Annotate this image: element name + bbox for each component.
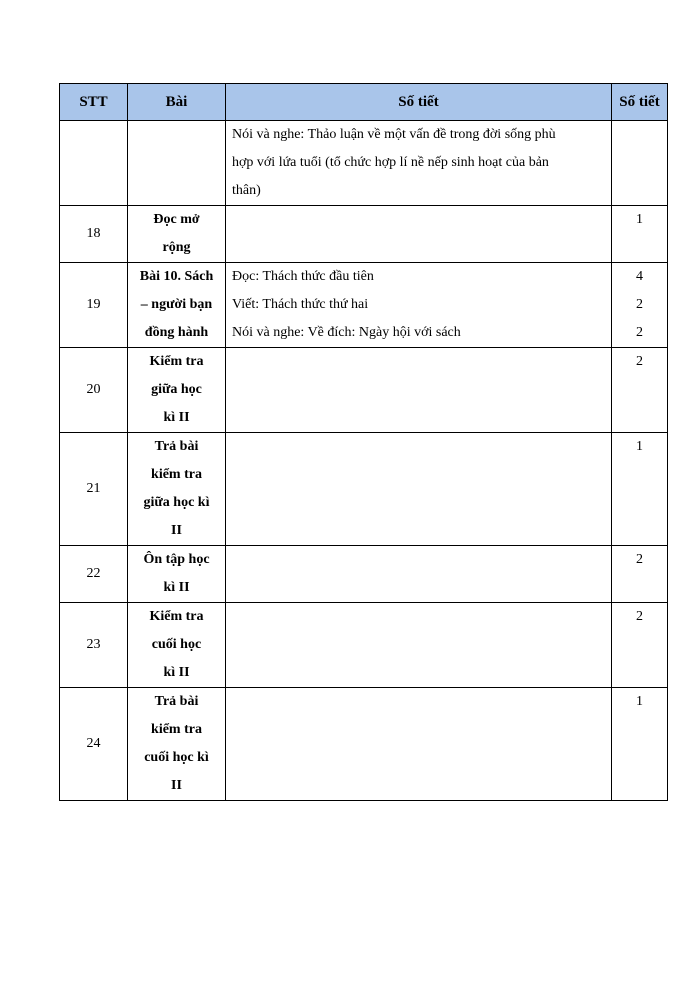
header-so-tiet: Số tiết [226,84,612,121]
period-count-cell [612,603,668,688]
lesson-content-cell [226,546,612,603]
stt-cell: 19 [60,263,128,348]
period-count-line: 2 [636,354,643,369]
lesson-content-cell [226,603,612,688]
lesson-name-line: kiểm tra [151,467,202,482]
period-count-line: 1 [636,694,643,709]
lesson-name-cell [128,263,226,348]
period-count-line: 2 [636,325,643,340]
lesson-content-line: Nói và nghe: Về đích: Ngày hội với sách [232,325,461,340]
lesson-name-line: Trả bài [154,439,199,454]
lesson-name-line: cuối học kì [144,750,209,765]
period-count-cell [612,263,668,348]
lesson-name-line: kì II [163,665,190,680]
lesson-name-line: Ôn tập học [143,552,210,567]
lesson-content-cell [226,121,612,206]
period-count-cell [612,121,668,206]
lesson-name-line: II [171,778,182,793]
table-row [60,206,668,263]
lesson-name-line: Trả bài [154,694,199,709]
stt-cell [60,121,128,206]
lesson-name-line: – người bạn [140,297,213,312]
lesson-content-cell [226,433,612,546]
stt-cell: 21 [60,433,128,546]
lesson-name-line: cuối học [151,637,202,652]
lesson-name-cell [128,546,226,603]
lesson-name-line: kiểm tra [151,722,202,737]
lesson-name-line: Đọc mở [153,212,200,227]
table-row [60,433,668,546]
stt-cell: 18 [60,206,128,263]
period-count-cell [612,206,668,263]
lesson-content-cell [226,206,612,263]
lesson-name-line: rộng [162,240,191,255]
lesson-name-line: đồng hành [144,325,209,340]
period-count-cell [612,348,668,433]
header-so-tiet-2: Số tiết [612,84,668,121]
lesson-name-line: kì II [163,580,190,595]
lesson-content-line: Đọc: Thách thức đầu tiên [232,269,374,284]
period-count-cell [612,546,668,603]
lesson-name-cell [128,121,226,206]
stt-cell: 20 [60,348,128,433]
period-count-line: 1 [636,212,643,227]
period-count-cell [612,688,668,801]
lesson-name-line: giữa học kì [143,495,210,510]
table-header [60,84,668,121]
table-row [60,121,668,206]
lesson-content-line: Viết: Thách thức thứ hai [232,297,369,312]
period-count-cell [612,433,668,546]
period-count-line: 2 [636,609,643,624]
lesson-name-line: Bài 10. Sách [139,269,214,284]
period-count-line: 4 [636,269,643,284]
stt-cell: 22 [60,546,128,603]
lesson-name-cell [128,348,226,433]
lesson-name-cell [128,433,226,546]
table-body [60,121,668,801]
table-row [60,546,668,603]
table-row [60,603,668,688]
lesson-name-line: II [171,523,182,538]
period-count-line: 2 [636,552,643,567]
header-stt: STT [60,84,128,121]
period-count-line: 1 [636,439,643,454]
lesson-content-line: thân) [232,183,261,198]
lesson-content-cell [226,263,612,348]
header-bai: Bài [128,84,226,121]
lesson-name-line: Kiểm tra [149,609,204,624]
lesson-content-line: Nói và nghe: Thảo luận về một vấn đề trong đời sống phù [232,127,556,142]
table-row [60,688,668,801]
lesson-table [59,83,668,801]
lesson-name-cell [128,206,226,263]
lesson-name-cell [128,688,226,801]
stt-cell: 23 [60,603,128,688]
table-row [60,263,668,348]
lesson-name-line: Kiểm tra [149,354,204,369]
table-row [60,348,668,433]
stt-cell: 24 [60,688,128,801]
lesson-content-line: hợp với lứa tuổi (tổ chức hợp lí nề nếp sinh hoạt của bản [232,155,549,170]
period-count-line: 2 [636,297,643,312]
lesson-content-cell [226,688,612,801]
lesson-name-line: giữa học [151,382,202,397]
lesson-name-line: kì II [163,410,190,425]
lesson-content-cell [226,348,612,433]
lesson-name-cell [128,603,226,688]
